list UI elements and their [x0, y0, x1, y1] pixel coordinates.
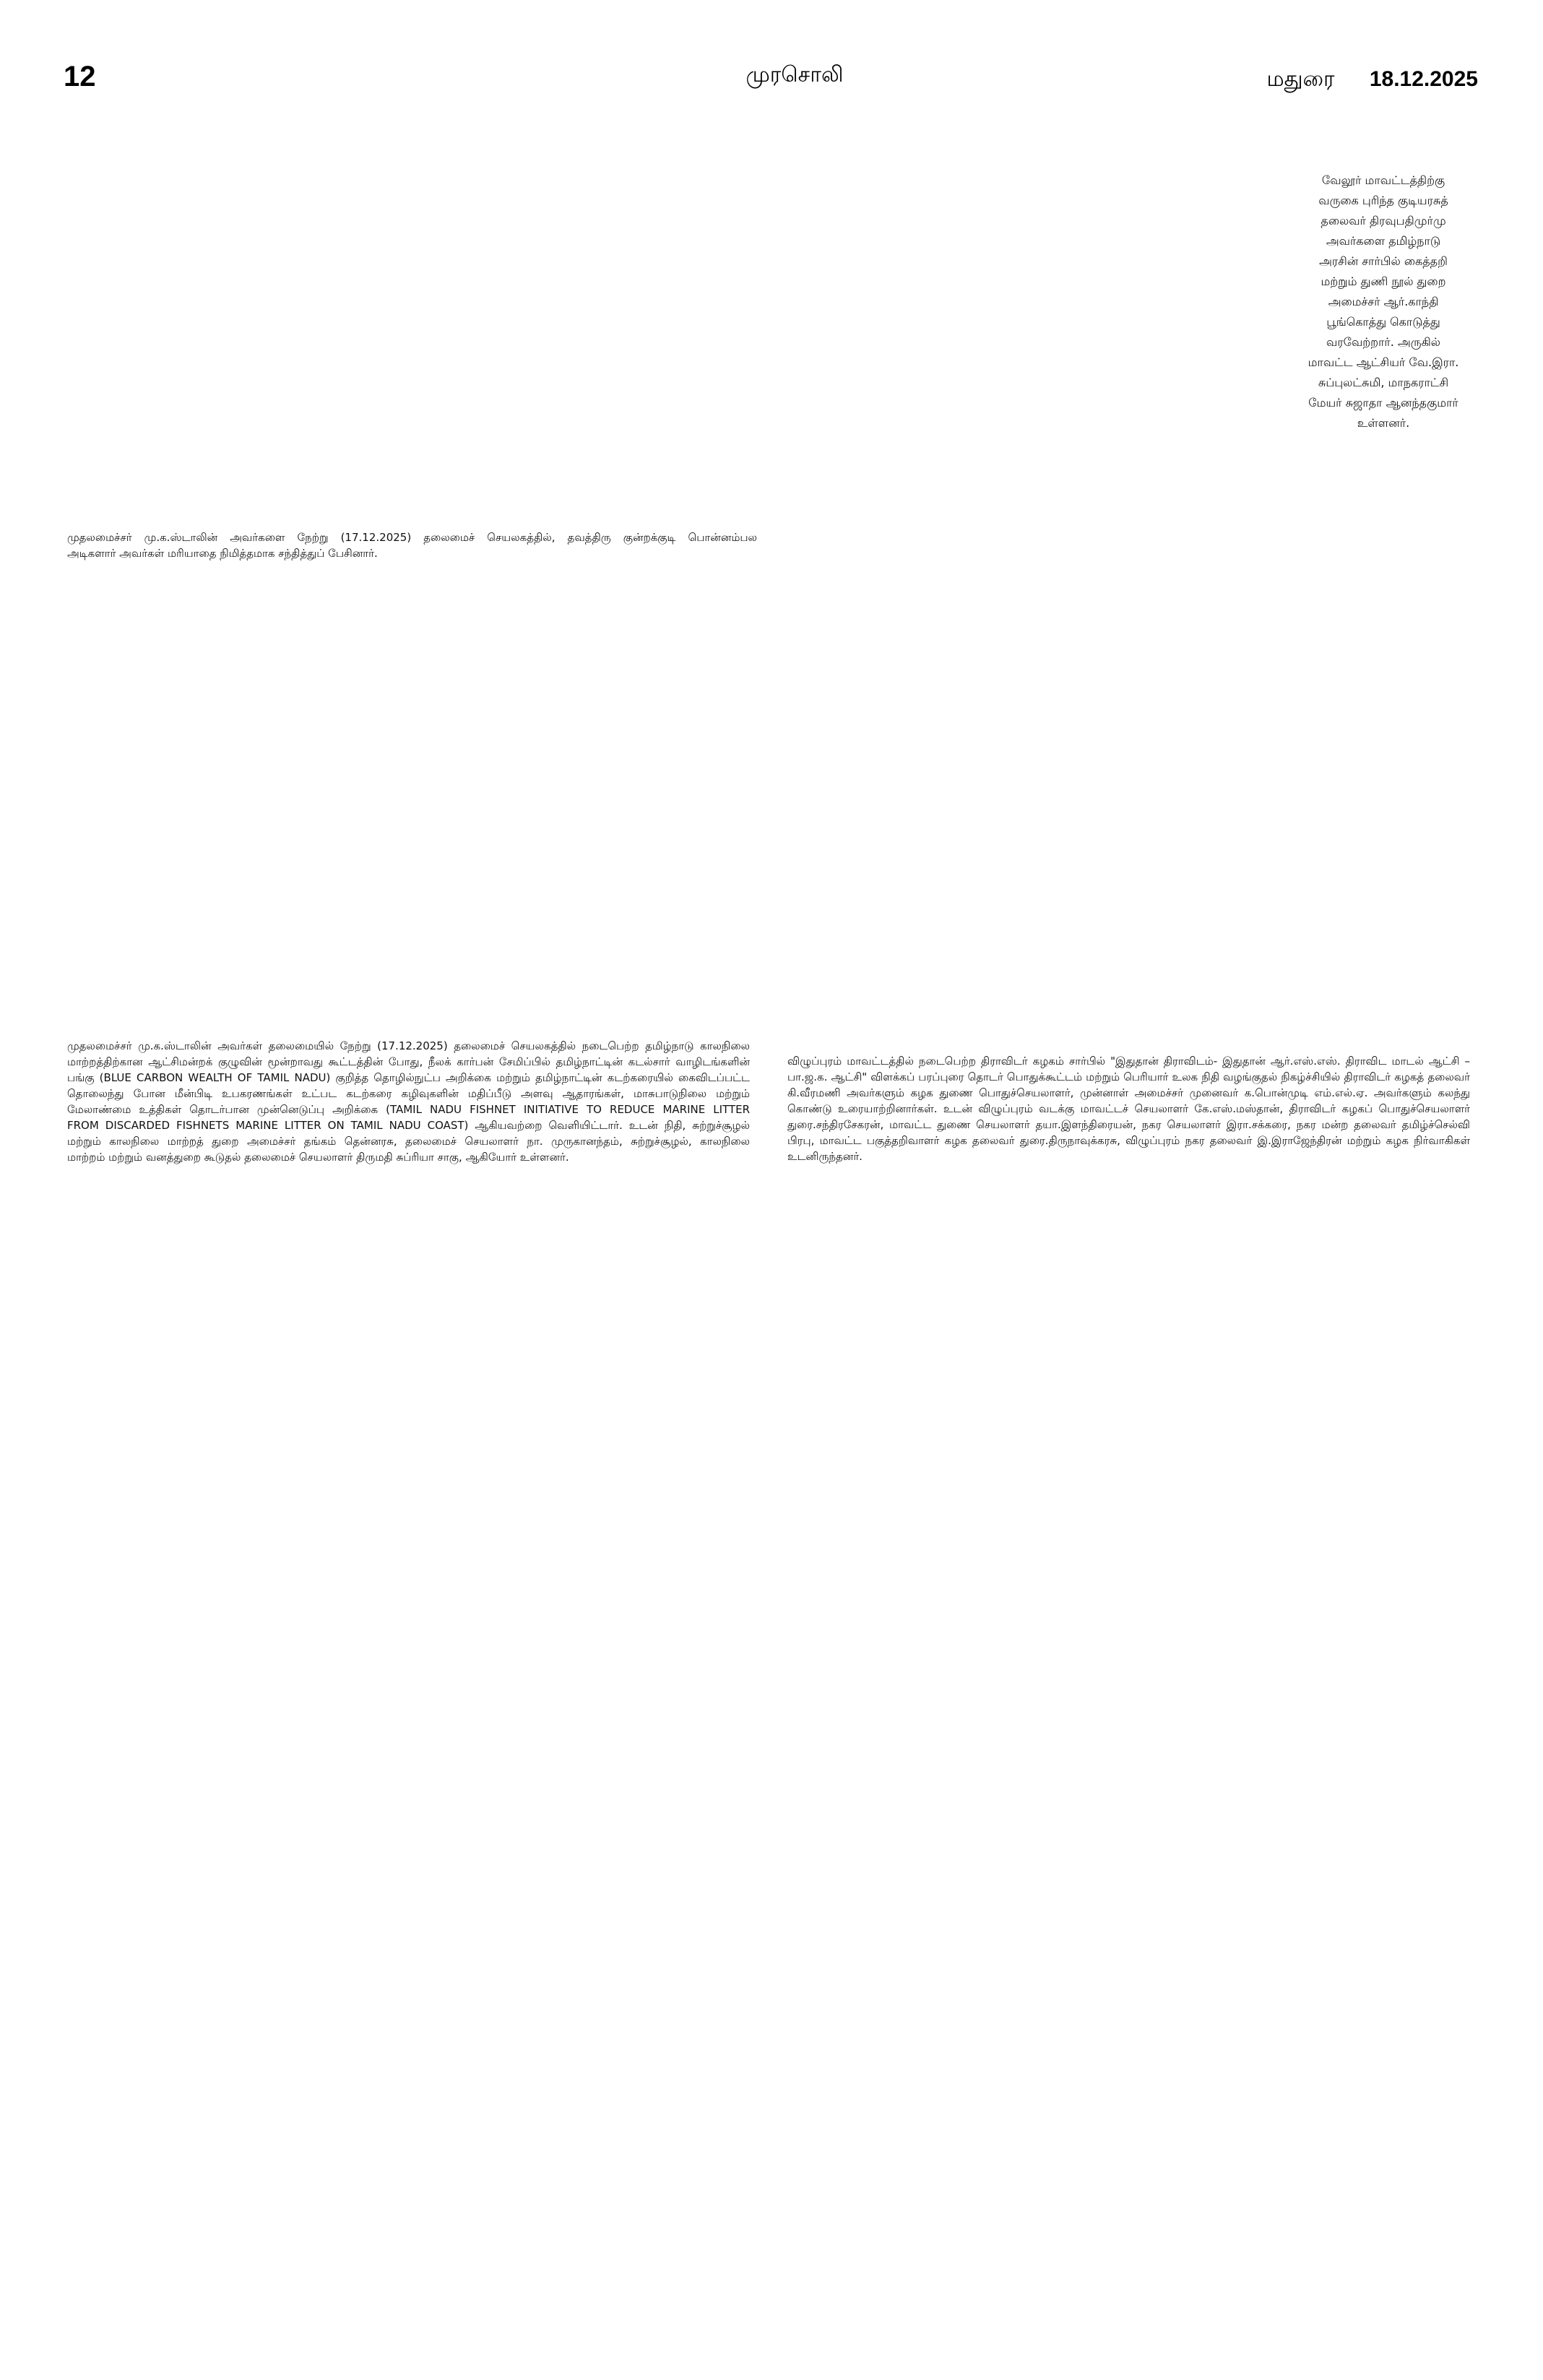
caption-line: மற்றும் துணி நூல் துறை: [1321, 274, 1446, 288]
photo-meeting: [67, 123, 757, 520]
caption-line: வேலூர் மாவட்டத்திற்கு: [1321, 173, 1445, 187]
caption-line: தொலைந்து போன மீன்பிடி உபகரணங்கள் உட்பட கடற்கரை கழிவுகளின் மதிப்பீடு அளவு ஆதாரங்கள், மாசுபாடுநிலை மற்றும்: [67, 1087, 750, 1100]
caption-line: பூங்கொத்து கொடுத்து: [1326, 315, 1440, 329]
caption-line: அமைச்சர் ஆர்.காந்தி: [1328, 295, 1439, 308]
villupuram-caption: [787, 1053, 1470, 1164]
page-number: 12: [64, 61, 96, 92]
caption-line: முதலமைச்சர் மு.க.ஸ்டாலின் அவர்களை நேற்று (17.12.2025) தலைமைச் செயலகத்தில், தவத்திரு குன்றக்குடி பொன்னம்பல: [67, 531, 757, 544]
caption-line: துரை.சந்திரசேகரன், மாவட்ட துணை செயலாளர் தயா.இளந்திரையன், நகர செயலாளர் இரா.சக்கரை, நகர மன்ற தலைவர் தமிழ்ச்செல்வி: [787, 1118, 1470, 1131]
caption-line: அடிகளார் அவர்கள் மரியாதை நிமித்தமாக சந்தித்துப் பேசினார்.: [67, 547, 378, 560]
caption-line: முதலமைச்சர் மு.க.ஸ்டாலின் அவர்கள் தலைமையில் நேற்று (17.12.2025) தலைமைச் செயலகத்தில் நடைபெற்ற தமிழ்நாடு காலநிலை: [67, 1039, 750, 1052]
caption-line: அவர்களை தமிழ்நாடு: [1326, 234, 1441, 248]
photo-vellore-welcome: [787, 123, 1264, 520]
edition-date: 18.12.2025: [1369, 67, 1478, 91]
caption-line: மாற்றத்திற்கான ஆட்சிமன்றக் குழுவின் மூன்றாவது கூட்டத்தின் போது, நீலக் கார்பன் சேமிப்பில் தமிழ்நாட்டின் கடல்சார் வாழிடங்களின்: [67, 1055, 750, 1068]
caption-line: உள்ளனர்.: [1357, 416, 1410, 430]
edition-city: மதுரை: [1266, 66, 1335, 92]
caption-line: விழுப்புரம் மாவட்டத்தில் நடைபெற்ற திராவிடர் கழகம் சார்பில் "இதுதான் திராவிடம்- இதுதான் ஆர்.எஸ்.எஸ். திராவிட மாடல் ஆட்சி –: [787, 1055, 1470, 1068]
caption-line: அரசின் சார்பில் கைத்தறி: [1319, 254, 1448, 268]
caption-line: தலைவர் திரவுபதிமுர்மு: [1321, 214, 1446, 228]
caption-line: மேலாண்மை உத்திகள் தொடர்பான முன்னெடுப்பு அறிக்கை (TAMIL NADU FISHNET INITIATIVE TO REDUCE MARINE LITTER: [67, 1103, 750, 1116]
caption-line: மேயர் சுஜாதா ஆனந்தகுமார்: [1308, 396, 1458, 410]
photo-villupuram-event: [787, 578, 1470, 1040]
caption-line: பங்கு (BLUE CARBON WEALTH OF TAMIL NADU) குறித்த தொழில்நுட்ப அறிக்கை மற்றும் தமிழ்நாட்டின் கடற்கரையில் கைவிடப்பட்ட: [67, 1071, 750, 1084]
vellore-caption: [1286, 170, 1481, 433]
masthead-title: முரசொலி: [745, 62, 844, 87]
climate-caption: [67, 1038, 750, 1165]
caption-line: கொண்டு உரையாற்றினார்கள். உடன் விழுப்புரம் வடக்கு மாவட்டச் செயலாளர் கே.எஸ்.மஸ்தான், திராவிடர் கழகப் பொதுச்செயலாளர்: [787, 1102, 1470, 1115]
caption-line: மற்றும் காலநிலை மாற்றத் துறை அமைச்சர் தங்கம் தென்னரசு, தலைமைச் செயலாளர் நா. முருகானந்தம், சுற்றுச்சூழல், காலநிலை: [67, 1135, 750, 1148]
edition-info: [1266, 66, 1478, 95]
caption-line: வரவேற்றார். அருகில்: [1326, 335, 1440, 349]
caption-line: உடனிருந்தனர்.: [787, 1150, 863, 1163]
caption-line: பா.ஜ.க. ஆட்சி" விளக்கப் பரப்புரை தொடர் பொதுக்கூட்டம் மற்றும் பெரியார் உலக நிதி வழங்குதல் நிகழ்ச்சியில் திராவிடர் கழகத் தலைவர்: [787, 1070, 1470, 1083]
caption-line: வருகை புரிந்த குடியரசுத்: [1318, 194, 1448, 207]
caption-line: சுப்புலட்சுமி, மாநகராட்சி: [1318, 376, 1449, 389]
caption-line: FROM DISCARDED FISHNETS MARINE LITTER ON TAMIL NADU COAST) ஆகியவற்றை வெளியிட்டார். உடன் நிதி, சுற்றுச்சூழல்: [67, 1119, 750, 1132]
caption-line: கி.வீரமணி அவர்களும் கழக துணை பொதுச்செயலாளர், முன்னாள் அமைச்சர் முனைவர் க.பொன்முடி எம்.எல்.ஏ. அவர்களும் கலந்து: [787, 1086, 1470, 1099]
meeting-caption: [67, 529, 757, 561]
caption-line: மாவட்ட ஆட்சியர் வே.இரா.: [1308, 355, 1459, 369]
caption-line: மாற்றம் மற்றும் வனத்துறை கூடுதல் தலைமைச் செயலாளர் திருமதி சுப்ரியா சாகு, ஆகியோர் உள்ளனர்.: [67, 1151, 569, 1164]
caption-line: பிரபு, மாவட்ட பகுத்தறிவாளர் கழக தலைவர் துரை.திருநாவுக்கரசு, விழுப்புரம் நகர தலைவர் இ.இராஜேந்திரன் மற்றும் கழக நிர்வாகிகள்: [787, 1134, 1470, 1147]
photo-climate-report: [67, 578, 750, 1026]
